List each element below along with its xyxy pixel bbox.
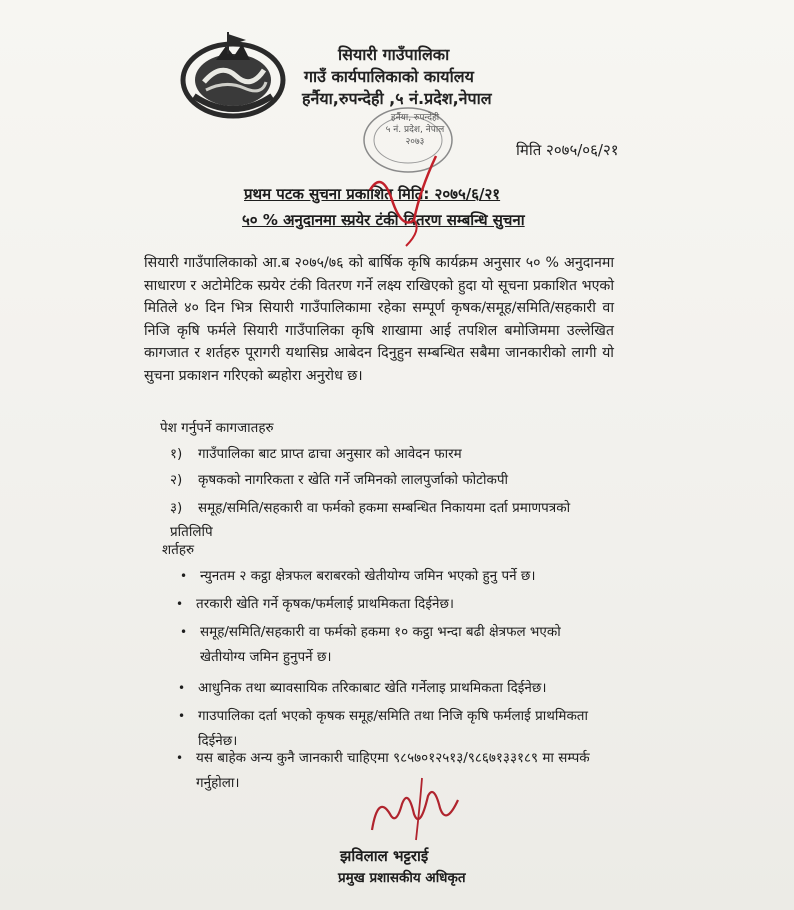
condition-item: • आधुनिक तथा ब्यावसायिक तरिकाबाट खेति गर्नेलाइ प्राथमिकता दिईनेछ।: [198, 676, 618, 701]
document-item: ३) समूह/समिति/सहकारी वा फर्मको हकमा सम्बन्धित निकायमा दर्ता प्रमाणपत्रको प्रतिलिपि: [170, 500, 571, 540]
condition-item: • तरकारी खेति गर्ने कृषक/फर्मलाई प्राथमिकता दिईनेछ।: [196, 592, 616, 617]
bullet-icon: •: [180, 625, 188, 639]
signatory-title: प्रमुख प्रशासकीय अधिकृत: [338, 870, 466, 886]
bullet-icon: •: [180, 569, 188, 583]
notice-title: प्रथम पटक सुचना प्रकाशित मिति: २०७५/६/२१: [244, 185, 501, 203]
office-name: गाउँ कार्यपालिकाको कार्यालय: [304, 67, 474, 86]
notice-body-paragraph: सियारी गाउँपालिकाको आ.ब २०७५/७६ को बार्षिक कृषि कार्यक्रम अनुसार ५० % अनुदानमा साधारण र अटोमेटिक स्प्रयेर टंकी वितरण गर्ने लक्ष्य राखिएको हुदा यो सूचना प्रकाशित भएको मितिले ४० दिन भित्र सियारी गाउँपालिकामा रहेका सम्पूर्ण कृषक/समूह/समिति/सहकारी वा निजि कृषि फर्मले सियारी गाउँपालिका कृषि शाखामा आई तपशिल बमोजिममा उल्लेखित कागजात र शर्तहरु पूरागरी यथासिघ्र आबेदन दिनुहुन सम्बन्धित सबैमा जानकारीको लागी यो सुचना प्रकाशन गरिएको ब्यहोरा अनुरोध छ।: [144, 255, 614, 384]
approval-initial-mark-icon: [362, 150, 452, 250]
municipality-name: सियारी गाउँपालिका: [338, 45, 450, 64]
handwritten-signature-icon: [362, 774, 482, 844]
required-documents-heading: पेश गर्नुपर्ने कागजातहरु: [160, 420, 274, 436]
nepal-government-emblem-icon: [176, 24, 290, 120]
office-stamp-text: हर्नैया, रुपन्देही ५ नं. प्रदेश, नेपाल २०७३: [385, 113, 445, 147]
document-item: १) गाउँपालिका बाट प्राप्त ढाचा अनुसार को आवेदन फारम: [170, 446, 462, 462]
notice-subject: ५० % अनुदानमा स्प्रयेर टंकी वितरण सम्बन्धि सुचना: [242, 211, 525, 229]
document-item: २) कृषकको नागरिकता र खेति गर्ने जमिनको लालपुर्जाको फोटोकपी: [170, 472, 508, 488]
notice-date: मिति २०७५/०६/२१: [516, 141, 619, 159]
condition-item: • गाउपालिका दर्ता भएको कृषक समूह/समिति तथा निजि कृषि फर्मलाई प्राथमिकता दिईनेछ।: [198, 704, 608, 754]
condition-item: • न्युनतम २ कट्ठा क्षेत्रफल बराबरको खेतीयोग्य जमिन भएको हुनु पर्ने छ।: [200, 564, 620, 589]
signatory-name: झविलाल भट्टराई: [340, 847, 429, 865]
letterhead: [298, 44, 528, 110]
condition-item: • समूह/समिति/सहकारी वा फर्मको हकमा १० कट्ठा भन्दा बढी क्षेत्रफल भएको खेतीयोग्य जमिन हुनुपर्ने छ।: [200, 620, 610, 670]
conditions-heading: शर्तहरु: [162, 542, 195, 558]
bullet-icon: •: [178, 681, 186, 695]
bullet-icon: •: [176, 597, 184, 611]
bullet-icon: •: [178, 709, 186, 723]
condition-item: • यस बाहेक अन्य कुनै जानकारी चाहिएमा ९८५७०१२५१३/९८६७१३३१८९ मा सम्पर्क गर्नुहोला।: [196, 746, 606, 796]
office-address: हर्नैया,रुपन्देही ,५ नं.प्रदेश,नेपाल: [302, 89, 492, 108]
bullet-icon: •: [176, 751, 184, 765]
